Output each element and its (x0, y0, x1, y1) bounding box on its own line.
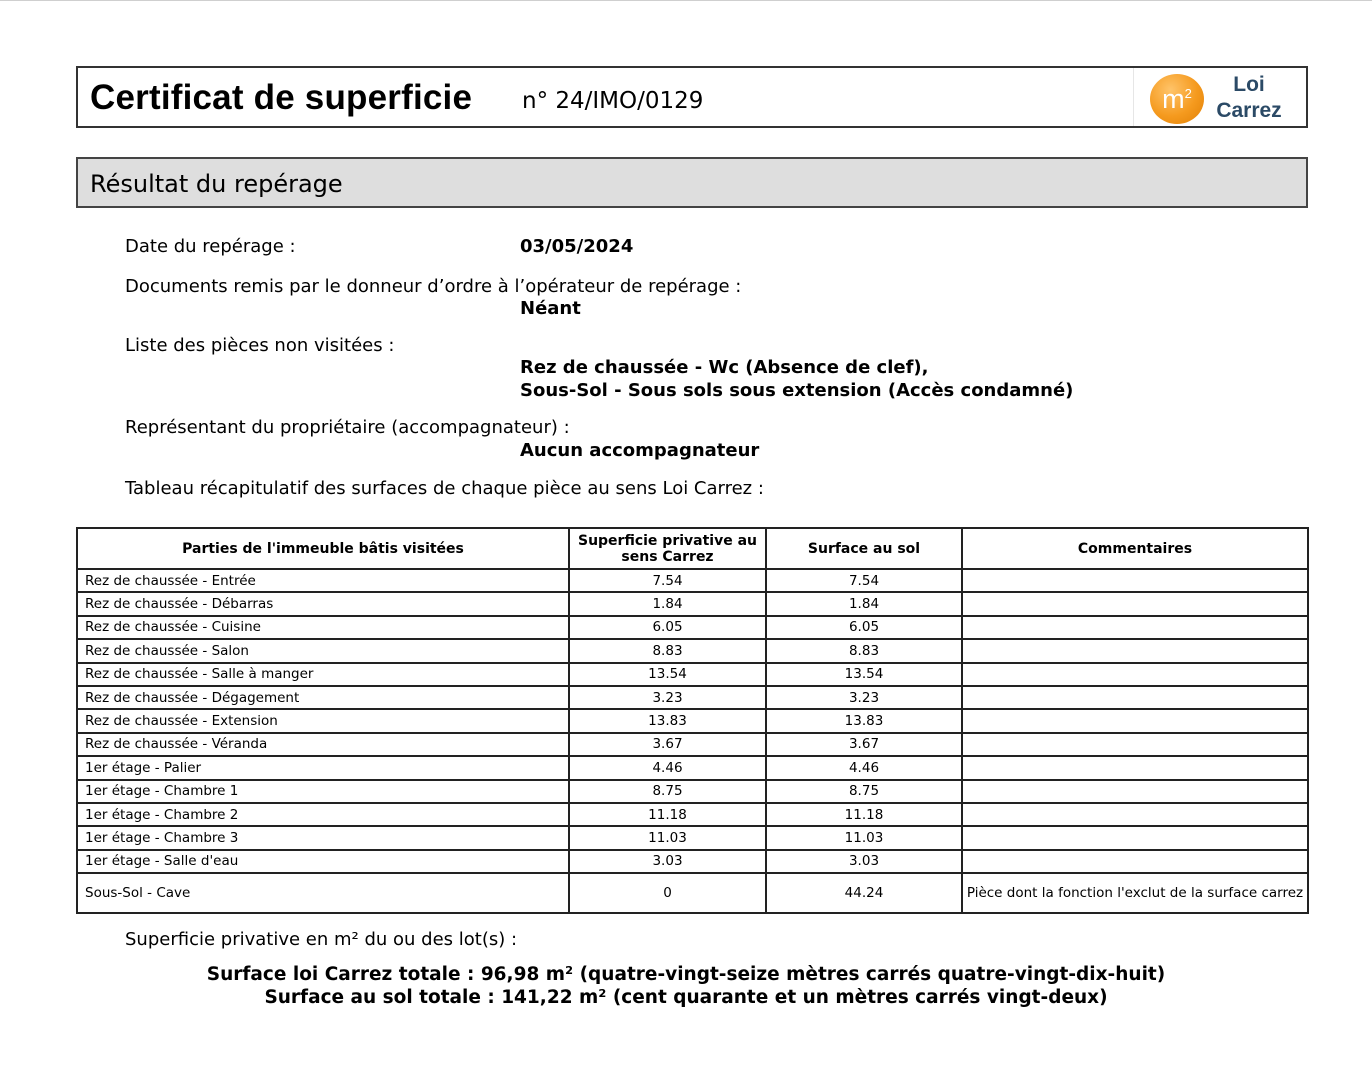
room-cell: Rez de chaussée - Dégagement (77, 686, 569, 709)
section-title: Résultat du repérage (90, 170, 343, 198)
sol-cell: 13.54 (766, 663, 962, 686)
column-header-comments: Commentaires (962, 528, 1308, 569)
room-cell: Rez de chaussée - Cuisine (77, 616, 569, 639)
sol-cell: 1.84 (766, 592, 962, 615)
comment-cell (962, 592, 1308, 615)
sol-cell: 6.05 (766, 616, 962, 639)
carrez-cell: 3.67 (569, 733, 766, 756)
logo-divider (1133, 68, 1134, 126)
documents-value: Néant (520, 298, 581, 319)
table-row (77, 686, 1308, 709)
comment-cell (962, 733, 1308, 756)
sol-cell: 11.03 (766, 826, 962, 849)
total-sol: Surface au sol totale : 141,22 m² (cent quarante et un mètres carrés vingt-deux) (264, 987, 1108, 1008)
carrez-cell: 4.46 (569, 756, 766, 779)
comment-cell (962, 663, 1308, 686)
room-cell: 1er étage - Salle d'eau (77, 850, 569, 873)
certificate-title: Certificat de superficie (90, 78, 473, 117)
column-header-room: Parties de l'immeuble bâtis visitées (77, 528, 569, 569)
comment-cell (962, 780, 1308, 803)
section-header (76, 157, 1308, 208)
room-cell: 1er étage - Palier (77, 756, 569, 779)
documents-label: Documents remis par le donneur d’ordre à l’opérateur de repérage : (125, 276, 742, 297)
comment-cell (962, 616, 1308, 639)
representative-value: Aucun accompagnateur (520, 440, 760, 461)
comment-cell (962, 850, 1308, 873)
certificate-header (76, 66, 1308, 128)
date-value: 03/05/2024 (520, 236, 634, 257)
carrez-cell: 6.05 (569, 616, 766, 639)
carrez-cell: 8.83 (569, 639, 766, 662)
table-header-row (77, 528, 1308, 569)
sol-cell: 11.18 (766, 803, 962, 826)
room-cell: 1er étage - Chambre 1 (77, 780, 569, 803)
room-cell: Rez de chaussée - Véranda (77, 733, 569, 756)
sol-cell: 8.75 (766, 780, 962, 803)
loi-carrez-logo-text (1208, 72, 1290, 124)
total-carrez: Surface loi Carrez totale : 96,98 m² (quatre-vingt-seize mètres carrés quatre-vingt-dix-huit) (206, 964, 1166, 985)
logo-symbol: m (1162, 83, 1185, 114)
sol-cell: 8.83 (766, 639, 962, 662)
comment-cell (962, 709, 1308, 732)
sol-cell: 44.24 (766, 873, 962, 913)
comment-cell (962, 686, 1308, 709)
table-intro: Tableau récapitulatif des surfaces de chaque pièce au sens Loi Carrez : (125, 478, 764, 499)
carrez-cell: 8.75 (569, 780, 766, 803)
comment-cell (962, 569, 1308, 592)
carrez-cell: 1.84 (569, 592, 766, 615)
representative-label: Représentant du propriétaire (accompagnateur) : (125, 417, 570, 438)
table-row (77, 780, 1308, 803)
room-cell: Rez de chaussée - Débarras (77, 592, 569, 615)
table-row (77, 639, 1308, 662)
comment-cell: Pièce dont la fonction l'exclut de la surface carrez (962, 873, 1308, 913)
comment-cell (962, 756, 1308, 779)
room-cell: Rez de chaussée - Salle à manger (77, 663, 569, 686)
m2-logo-icon (1150, 74, 1204, 124)
table-row (77, 709, 1308, 732)
certificate-number: n° 24/IMO/0129 (522, 88, 704, 114)
comment-cell (962, 826, 1308, 849)
page-top-rule (0, 0, 1372, 1)
sol-cell: 3.23 (766, 686, 962, 709)
room-cell: 1er étage - Chambre 2 (77, 803, 569, 826)
logo-line-2: Carrez (1216, 99, 1282, 122)
table-row (77, 873, 1308, 913)
room-cell: Rez de chaussée - Extension (77, 709, 569, 732)
carrez-cell: 11.03 (569, 826, 766, 849)
comment-cell (962, 639, 1308, 662)
column-header-carrez: Superficie privative au sens Carrez (569, 528, 766, 569)
carrez-cell: 13.54 (569, 663, 766, 686)
unvisited-label: Liste des pièces non visitées : (125, 335, 395, 356)
table-row (77, 733, 1308, 756)
table-row (77, 616, 1308, 639)
surface-table (76, 527, 1309, 914)
table-row (77, 663, 1308, 686)
table-row (77, 850, 1308, 873)
sol-cell: 7.54 (766, 569, 962, 592)
room-cell: Sous-Sol - Cave (77, 873, 569, 913)
table-row (77, 803, 1308, 826)
sol-cell: 13.83 (766, 709, 962, 732)
table-row (77, 826, 1308, 849)
column-header-sol: Surface au sol (766, 528, 962, 569)
sol-cell: 4.46 (766, 756, 962, 779)
comment-cell (962, 803, 1308, 826)
carrez-cell: 3.03 (569, 850, 766, 873)
carrez-cell: 13.83 (569, 709, 766, 732)
carrez-cell: 0 (569, 873, 766, 913)
table-row (77, 569, 1308, 592)
summary-label: Superficie privative en m² du ou des lot(s) : (125, 929, 518, 950)
date-label: Date du repérage : (125, 236, 296, 257)
room-cell: Rez de chaussée - Salon (77, 639, 569, 662)
sol-cell: 3.67 (766, 733, 962, 756)
unvisited-item: Sous-Sol - Sous sols sous extension (Accès condamné) (520, 380, 1074, 401)
table-row (77, 592, 1308, 615)
carrez-cell: 11.18 (569, 803, 766, 826)
logo-superscript: 2 (1184, 85, 1192, 101)
carrez-cell: 7.54 (569, 569, 766, 592)
table-row (77, 756, 1308, 779)
unvisited-item: Rez de chaussée - Wc (Absence de clef), (520, 357, 929, 378)
sol-cell: 3.03 (766, 850, 962, 873)
room-cell: Rez de chaussée - Entrée (77, 569, 569, 592)
carrez-cell: 3.23 (569, 686, 766, 709)
room-cell: 1er étage - Chambre 3 (77, 826, 569, 849)
logo-line-1: Loi (1233, 73, 1265, 96)
